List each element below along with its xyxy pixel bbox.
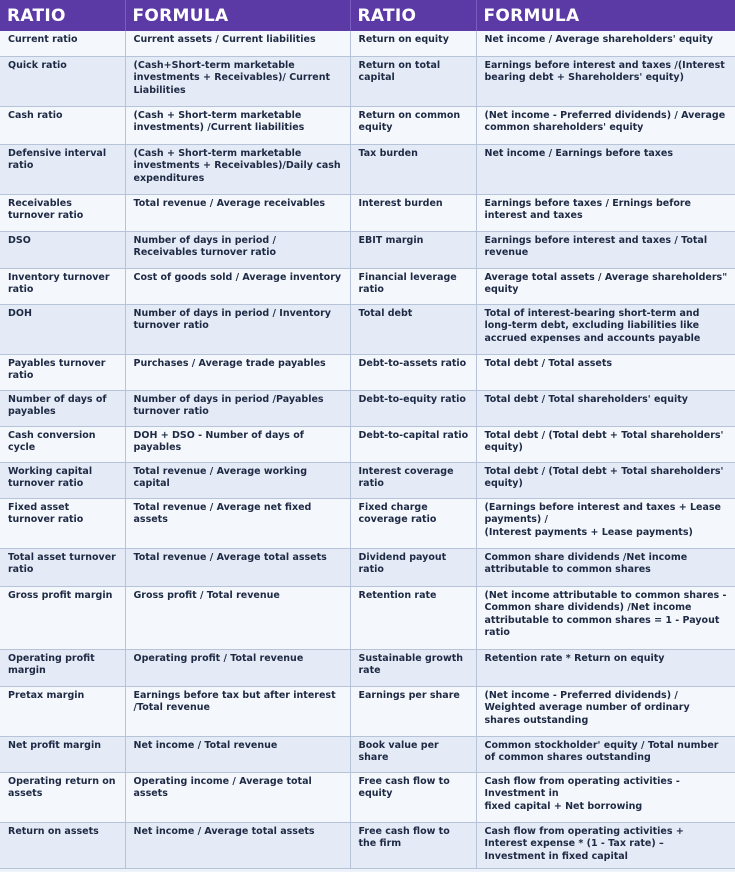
formula-cell: Gross profit / Total revenue — [125, 586, 350, 649]
ratio-name-cell: Total asset turnover ratio — [0, 548, 125, 586]
ratio-name-cell: Payables turnover ratio — [0, 354, 125, 390]
ratio-name-cell: Dividend payout ratio — [350, 548, 476, 586]
ratio-name-cell: Pretax margin — [0, 686, 125, 736]
table-row — [0, 390, 735, 426]
table-row — [0, 231, 735, 268]
formula-cell: Earnings before taxes / Ernings before interest and taxes — [476, 194, 735, 231]
ratio-name-cell: Return on common equity — [350, 106, 476, 144]
table-row — [0, 268, 735, 304]
ratio-name-cell: Operating profit margin — [0, 649, 125, 686]
formula-cell: (Cash + Short-term marketable investments + Receivables)/Daily cash expenditures — [125, 144, 350, 194]
ratio-name-cell: Net profit margin — [0, 736, 125, 772]
formula-cell: (Cash+Short-term marketable investments + Receivables)/ Current Liabilities — [125, 56, 350, 106]
table-body — [0, 31, 735, 868]
formula-cell: Number of days in period / Inventory turnover ratio — [125, 304, 350, 354]
header-formula-1: FORMULA — [125, 0, 350, 31]
formula-cell: Number of days in period /Payables turnover ratio — [125, 390, 350, 426]
ratio-name-cell: Retention rate — [350, 586, 476, 649]
formula-cell: DOH + DSO - Number of days of payables — [125, 426, 350, 462]
ratio-name-cell: Number of days of payables — [0, 390, 125, 426]
formula-cell: Earnings before interest and taxes /(Interest bearing debt + Shareholders' equity) — [476, 56, 735, 106]
header-ratio-1: RATIO — [0, 0, 125, 31]
formula-cell: Net income / Average shareholders' equity — [476, 31, 735, 56]
table-row — [0, 586, 735, 649]
ratio-name-cell: DSO — [0, 231, 125, 268]
ratio-name-cell: Sustainable growth rate — [350, 649, 476, 686]
table-row — [0, 426, 735, 462]
formula-cell: (Cash + Short-term marketable investments) /Current liabilities — [125, 106, 350, 144]
ratio-name-cell: Current ratio — [0, 31, 125, 56]
table-row — [0, 822, 735, 868]
formula-cell: Net income / Average total assets — [125, 822, 350, 868]
formula-cell: Total revenue / Average total assets — [125, 548, 350, 586]
formula-cell: Net income / Total revenue — [125, 736, 350, 772]
ratio-name-cell: Cash conversion cycle — [0, 426, 125, 462]
formula-cell: Total debt / Total assets — [476, 354, 735, 390]
ratio-name-cell: Free cash flow to the firm — [350, 822, 476, 868]
ratio-name-cell: Debt-to-equity ratio — [350, 390, 476, 426]
ratio-name-cell: Return on total capital — [350, 56, 476, 106]
ratio-name-cell: Book value per share — [350, 736, 476, 772]
formula-cell: Average total assets / Average shareholders" equity — [476, 268, 735, 304]
table-row — [0, 304, 735, 354]
formula-cell: Cash flow from operating activities - Investment in fixed capital + Net borrowing — [476, 772, 735, 822]
table-row — [0, 686, 735, 736]
formula-cell: (Earnings before interest and taxes + Lease payments) / (Interest payments + Lease payments) — [476, 498, 735, 548]
ratio-name-cell: Debt-to-capital ratio — [350, 426, 476, 462]
formula-cell: Net income / Earnings before taxes — [476, 144, 735, 194]
formula-cell: Retention rate * Return on equity — [476, 649, 735, 686]
ratio-name-cell: Defensive interval ratio — [0, 144, 125, 194]
ratio-name-cell: Return on assets — [0, 822, 125, 868]
ratio-name-cell: Return on equity — [350, 31, 476, 56]
ratio-name-cell: Working capital turnover ratio — [0, 462, 125, 498]
formula-cell: Total of interest-bearing short-term and long-term debt, excluding liabilities like accrued expenses and accounts payable — [476, 304, 735, 354]
formula-cell: (Net income - Preferred dividends) / Average common shareholders' equity — [476, 106, 735, 144]
ratio-name-cell: Inventory turnover ratio — [0, 268, 125, 304]
formula-cell: Total debt / Total shareholders' equity — [476, 390, 735, 426]
formula-cell: Earnings before tax but after interest /Total revenue — [125, 686, 350, 736]
formula-cell: Total debt / (Total debt + Total shareholders' equity) — [476, 462, 735, 498]
table-header — [0, 0, 735, 31]
formula-cell: Operating profit / Total revenue — [125, 649, 350, 686]
ratio-name-cell: Total debt — [350, 304, 476, 354]
header-ratio-2: RATIO — [350, 0, 476, 31]
table-row — [0, 498, 735, 548]
formula-cell: Total revenue / Average net fixed assets — [125, 498, 350, 548]
formula-cell: Earnings before interest and taxes / Total revenue — [476, 231, 735, 268]
ratio-name-cell: Fixed charge coverage ratio — [350, 498, 476, 548]
table-row — [0, 736, 735, 772]
formula-cell: Cost of goods sold / Average inventory — [125, 268, 350, 304]
formula-cell: Total debt / (Total debt + Total shareholders' equity) — [476, 426, 735, 462]
table-row — [0, 772, 735, 822]
ratio-name-cell: Fixed asset turnover ratio — [0, 498, 125, 548]
formula-cell: Common stockholder' equity / Total number of common shares outstanding — [476, 736, 735, 772]
ratio-name-cell: Interest burden — [350, 194, 476, 231]
formula-cell: Total revenue / Average working capital — [125, 462, 350, 498]
ratio-name-cell: DOH — [0, 304, 125, 354]
ratio-name-cell: Operating return on assets — [0, 772, 125, 822]
table-row — [0, 106, 735, 144]
formula-cell: Operating income / Average total assets — [125, 772, 350, 822]
formula-cell: Number of days in period / Receivables turnover ratio — [125, 231, 350, 268]
ratio-name-cell: Interest coverage ratio — [350, 462, 476, 498]
ratio-name-cell: Quick ratio — [0, 56, 125, 106]
formula-cell: Total revenue / Average receivables — [125, 194, 350, 231]
table-row — [0, 649, 735, 686]
ratio-name-cell: EBIT margin — [350, 231, 476, 268]
header-row — [0, 0, 735, 31]
ratio-name-cell: Receivables turnover ratio — [0, 194, 125, 231]
ratio-name-cell: Tax burden — [350, 144, 476, 194]
formula-cell: Purchases / Average trade payables — [125, 354, 350, 390]
header-formula-2: FORMULA — [476, 0, 735, 31]
table-row — [0, 56, 735, 106]
table-row — [0, 462, 735, 498]
formula-cell: (Net income - Preferred dividends) / Weighted average number of ordinary shares outstanding — [476, 686, 735, 736]
ratio-name-cell: Financial leverage ratio — [350, 268, 476, 304]
formula-cell: (Net income attributable to common shares - Common share dividends) /Net income attributable to common shares = 1 - Payout ratio — [476, 586, 735, 649]
ratio-name-cell: Free cash flow to equity — [350, 772, 476, 822]
ratio-name-cell: Debt-to-assets ratio — [350, 354, 476, 390]
ratio-name-cell: Earnings per share — [350, 686, 476, 736]
table-row — [0, 31, 735, 56]
formula-cell: Cash flow from operating activities + Interest expense * (1 - Tax rate) – Investment in fixed capital — [476, 822, 735, 868]
table-row — [0, 354, 735, 390]
formula-cell: Common share dividends /Net income attributable to common shares — [476, 548, 735, 586]
table-row — [0, 144, 735, 194]
ratio-name-cell: Gross profit margin — [0, 586, 125, 649]
formula-cell: Current assets / Current liabilities — [125, 31, 350, 56]
table-row — [0, 194, 735, 231]
ratio-name-cell: Cash ratio — [0, 106, 125, 144]
table-row — [0, 548, 735, 586]
